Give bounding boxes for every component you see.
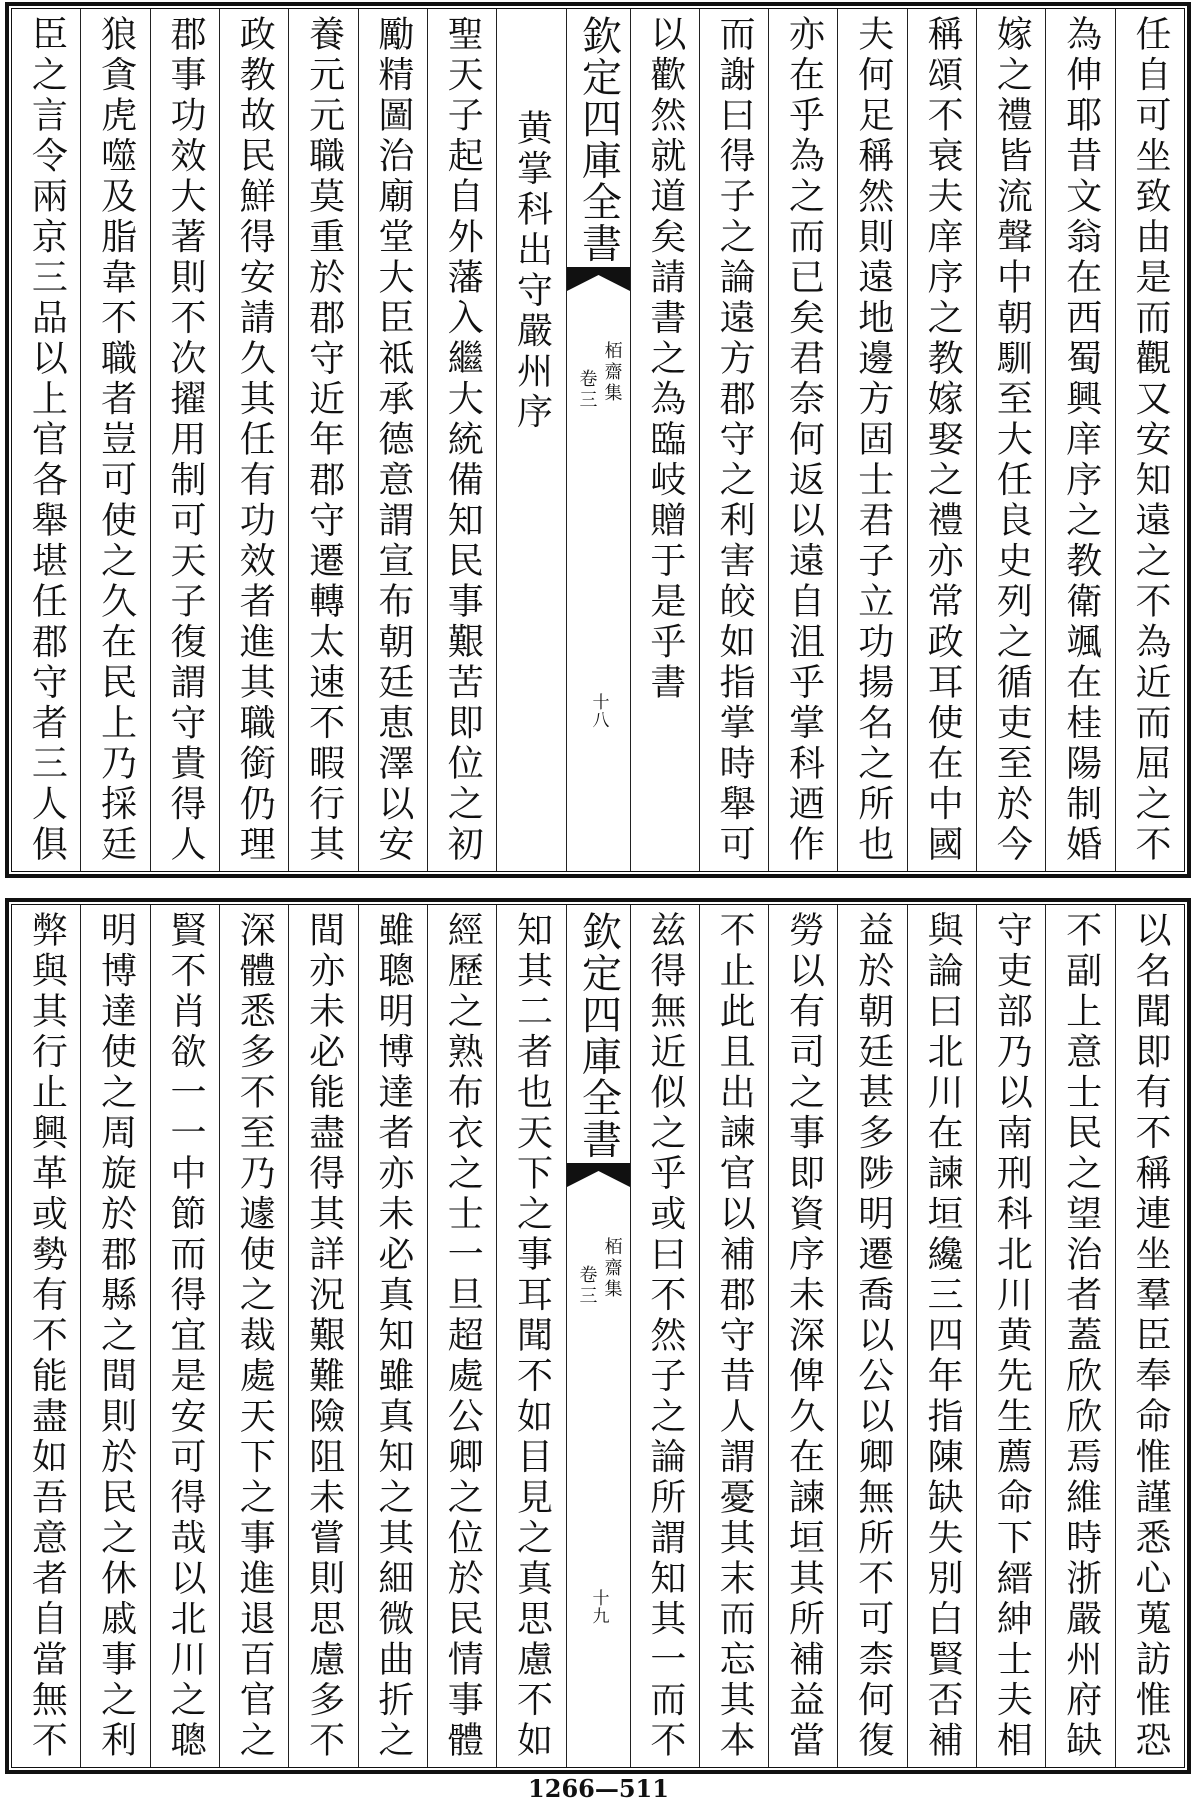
collection-title: 欽定四庫全書: [575, 15, 622, 264]
text-column: 而謝曰得子之論遠方郡守之利害皎如指掌時舉可: [699, 9, 768, 871]
text-column: 不副上意士民之望治者蓋欣欣焉維時浙嚴州府缺: [1045, 905, 1114, 1767]
text-column: 稱頌不衰夫庠序之教嫁娶之禮亦常政耳使在中國: [907, 9, 976, 871]
text-column: 雖聰明博達者亦未必真知雖真知之其細微曲折之: [358, 905, 427, 1767]
page-panel-bottom: [5, 898, 1191, 1774]
text-column: 勞以有司之事即資序未深俾久在諫垣其所補益當: [768, 905, 837, 1767]
text-column: 郡事功效大著則不次擢用制可天子復謂守貴得人: [150, 9, 219, 871]
text-column: 以名聞即有不稱連坐羣臣奉命惟謹悉心蒐訪惟恐: [1115, 905, 1184, 1767]
fishtail-mark: [567, 267, 630, 291]
text-column: 任自可坐致由是而觀又安知遠之不為近而屈之不: [1115, 9, 1184, 871]
text-column: 益於朝廷甚多陟明遷喬以公以卿無所不可柰何復: [837, 905, 906, 1767]
text-column: 兹得無近似之乎或曰不然子之論所謂知其一而不: [630, 905, 699, 1767]
text-column: 政教故民鮮得安請久其任有功效者進其職銜仍理: [219, 9, 288, 871]
text-column: 賢不肖欲一一中節而得宜是安可得哉以北川之聰: [150, 905, 219, 1767]
text-column: 明博達使之周旋於郡縣之間則於民之休戚事之利: [80, 905, 149, 1767]
collection-title: 欽定四庫全書: [575, 911, 622, 1160]
volume-label: 卷三: [576, 369, 598, 411]
volume-label: 卷三: [576, 1265, 598, 1307]
text-column: 不止此且出諫官以補郡守昔人謂憂其末而忘其本: [699, 905, 768, 1767]
text-column: 經歷之熟布衣之士一旦超處公卿之位於民情事體: [427, 905, 496, 1767]
text-column: 夫何足稱然則遠地邊方固士君子立功揚名之所也: [837, 9, 906, 871]
text-column: 間亦未必能盡得其詳況艱難險阻未嘗則思慮多不: [288, 905, 357, 1767]
folio-number: 1266—511: [528, 1774, 669, 1803]
section-title-column: 黄掌科出守嚴州序: [496, 9, 565, 871]
page-number: 十九: [588, 1589, 609, 1625]
text-column: 臣之言令兩京三品以上官各舉堪任郡守者三人俱: [26, 15, 68, 866]
page-panel-top: [5, 2, 1191, 878]
text-column: 聖天子起自外藩入繼大統備知民事艱苦即位之初: [427, 9, 496, 871]
text-column: 亦在乎為之而已矣君奈何返以遠自沮乎掌科迺作: [768, 9, 837, 871]
text-column: 以歡然就道矣請書之為臨岐贈于是乎書: [630, 9, 699, 871]
center-strip: [566, 905, 630, 1767]
fishtail-mark: [567, 1163, 630, 1187]
text-column: 勵精圖治廟堂大臣祗承德意謂宣布朝廷恵澤以安: [358, 9, 427, 871]
text-column: 嫁之禮皆流聲中朝馴至大任良史列之循吏至於今: [976, 9, 1045, 871]
text-column: 與論曰北川在諫垣纔三四年指陳缺失別白賢否補: [907, 905, 976, 1767]
center-strip: [566, 9, 630, 871]
text-column: 知其二者也天下之事耳聞不如目見之真思慮不如: [496, 905, 565, 1767]
book-title: 栢齋集: [601, 341, 623, 404]
page-number: 十八: [588, 693, 609, 729]
text-column: 為伸耶昔文翁在西蜀興庠序之教衛颯在桂陽制婚: [1045, 9, 1114, 871]
text-column: 養元元職莫重於郡守近年郡守遷轉太速不暇行其: [288, 9, 357, 871]
text-column: 深體悉多不至乃遽使之裁處天下之事進退百官之: [219, 905, 288, 1767]
text-column: 弊與其行止興革或勢有不能盡如吾意者自當無不: [26, 911, 68, 1762]
text-column: 守吏部乃以南刑科北川黄先生薦命下縉紳士夫相: [976, 905, 1045, 1767]
book-title: 栢齋集: [601, 1237, 623, 1300]
text-column: 狼貪虎噬及脂韋不職者豈可使之久在民上乃採廷: [80, 9, 149, 871]
